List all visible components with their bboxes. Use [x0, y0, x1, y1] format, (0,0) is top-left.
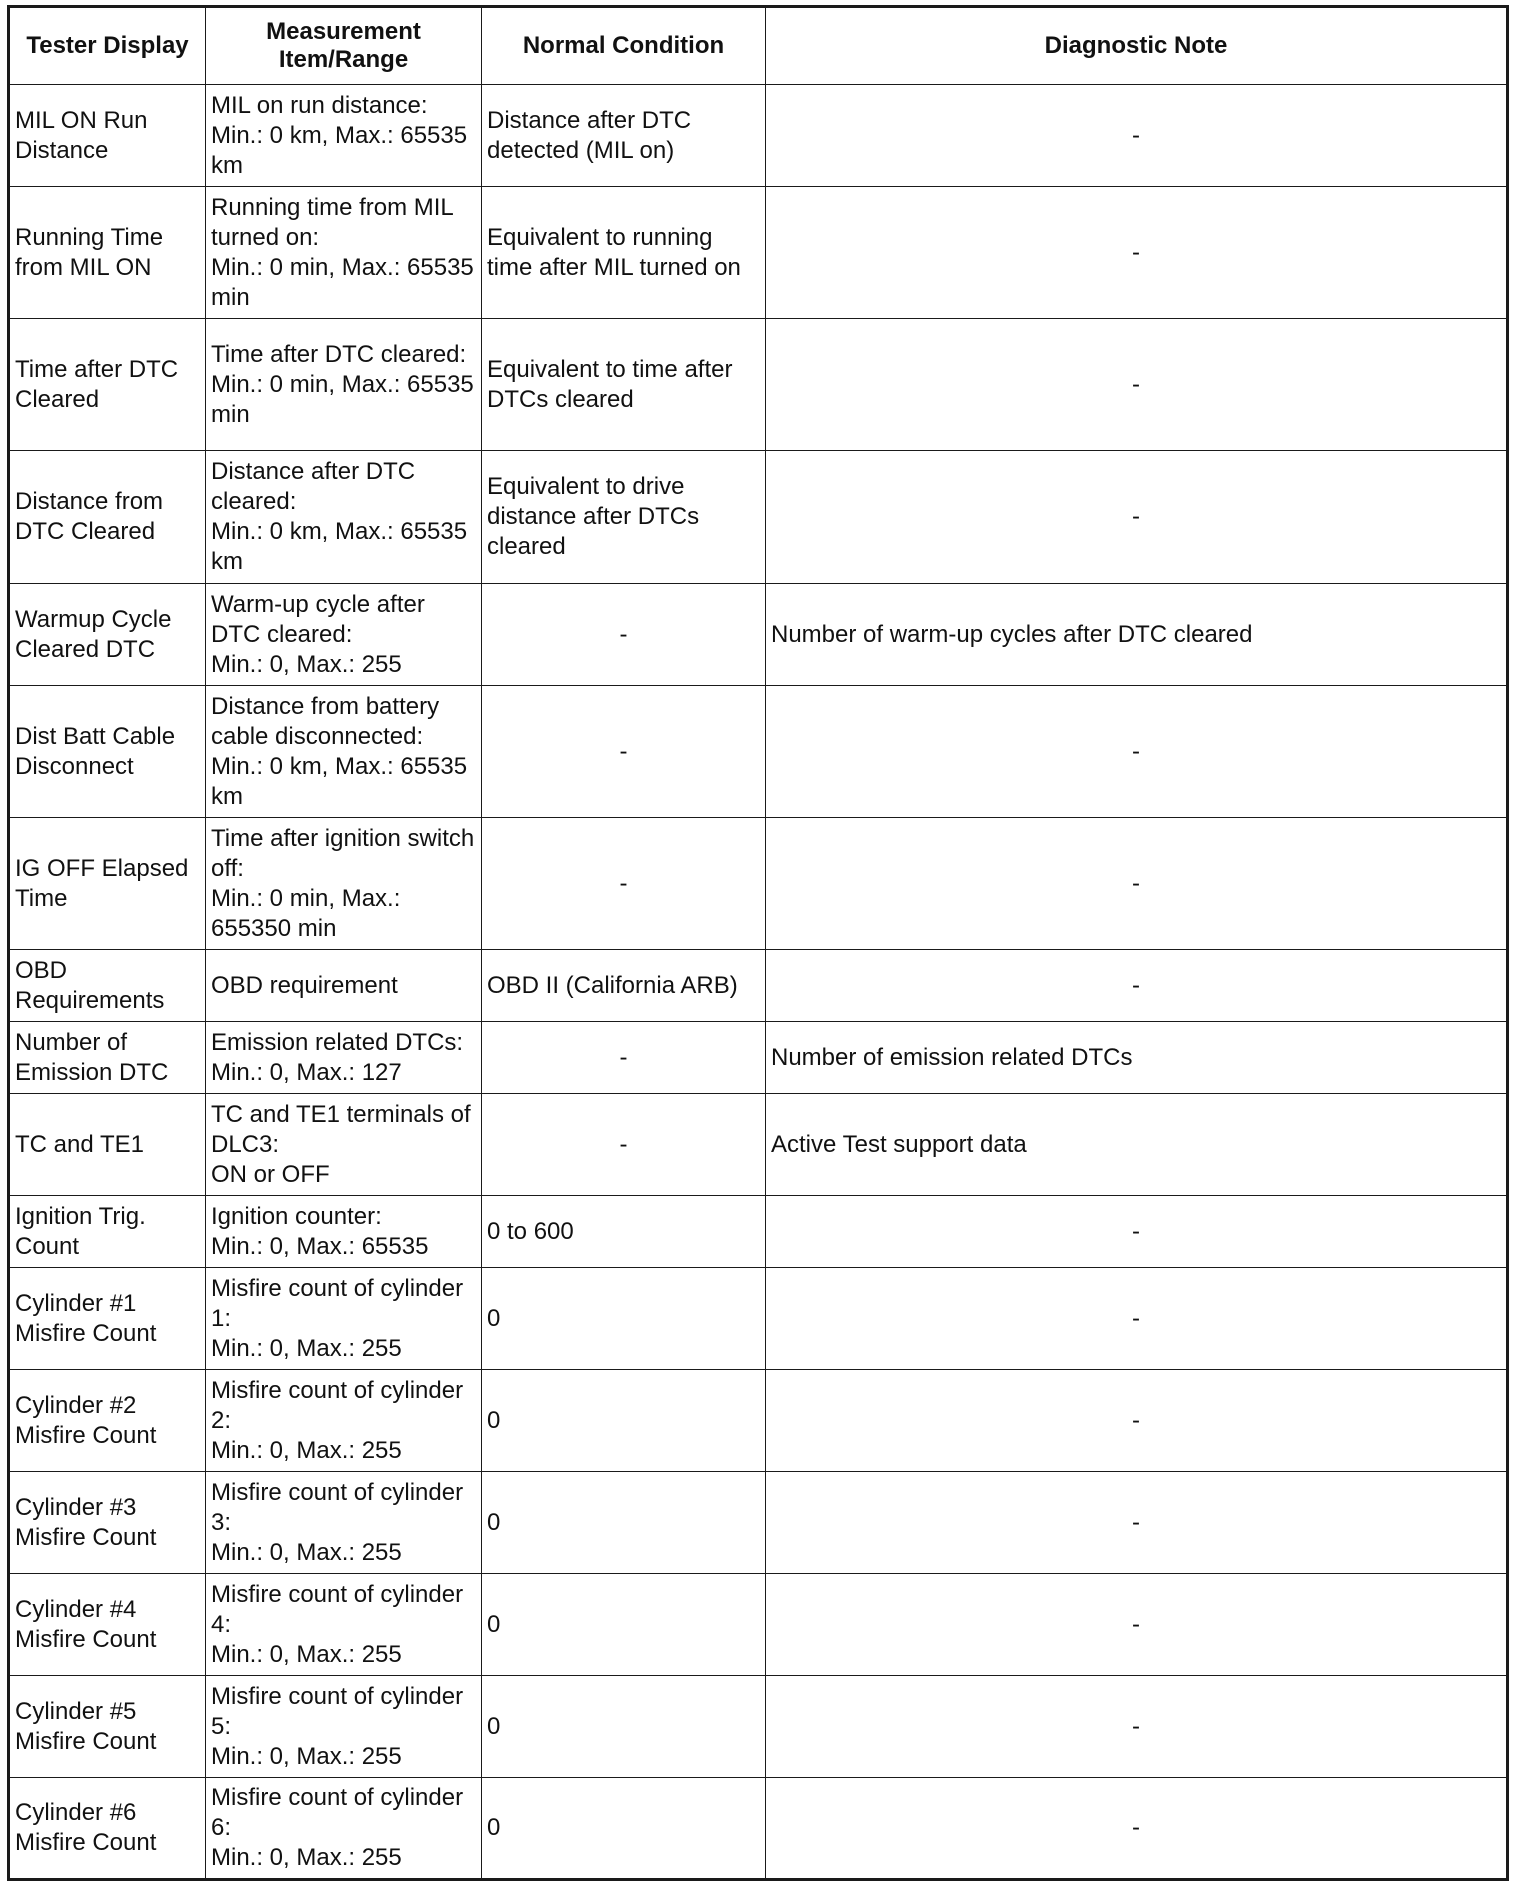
cell-tester-display: TC and TE1: [9, 1094, 206, 1196]
cell-diagnostic-note: -: [766, 1268, 1508, 1370]
cell-normal-condition: 0: [482, 1370, 766, 1472]
cell-normal-condition: -: [482, 1094, 766, 1196]
cell-measurement-range: Misfire count of cylinder 4: Min.: 0, Max.: 255: [206, 1574, 482, 1676]
cell-tester-display: Cylinder #4 Misfire Count: [9, 1574, 206, 1676]
table-row: [9, 1022, 1508, 1094]
table-row: [9, 1472, 1508, 1574]
cell-tester-display: Distance from DTC Cleared: [9, 451, 206, 584]
cell-normal-condition: 0: [482, 1676, 766, 1778]
cell-diagnostic-note: -: [766, 1370, 1508, 1472]
cell-normal-condition: -: [482, 1022, 766, 1094]
document-page: [7, 5, 1506, 1881]
cell-diagnostic-note: -: [766, 1472, 1508, 1574]
cell-tester-display: Cylinder #6 Misfire Count: [9, 1778, 206, 1880]
table-header-row: [9, 7, 1508, 85]
cell-diagnostic-note: Number of emission related DTCs: [766, 1022, 1508, 1094]
cell-measurement-range: Misfire count of cylinder 2: Min.: 0, Max.: 255: [206, 1370, 482, 1472]
cell-tester-display: IG OFF Elapsed Time: [9, 818, 206, 950]
cell-measurement-range: Ignition counter: Min.: 0, Max.: 65535: [206, 1196, 482, 1268]
cell-tester-display: Time after DTC Cleared: [9, 319, 206, 451]
cell-normal-condition: -: [482, 686, 766, 818]
cell-measurement-range: Time after DTC cleared: Min.: 0 min, Max.: 65535 min: [206, 319, 482, 451]
cell-normal-condition: Equivalent to drive distance after DTCs cleared: [482, 451, 766, 584]
cell-normal-condition: -: [482, 584, 766, 686]
cell-tester-display: OBD Requirements: [9, 950, 206, 1022]
cell-measurement-range: Running time from MIL turned on: Min.: 0 min, Max.: 65535 min: [206, 187, 482, 319]
header-measurement-item: Measurement Item/Range: [206, 7, 482, 85]
cell-measurement-range: Misfire count of cylinder 3: Min.: 0, Max.: 255: [206, 1472, 482, 1574]
table-row: [9, 1196, 1508, 1268]
cell-tester-display: Cylinder #2 Misfire Count: [9, 1370, 206, 1472]
header-normal-condition: Normal Condition: [482, 7, 766, 85]
cell-normal-condition: Equivalent to running time after MIL turned on: [482, 187, 766, 319]
table-row: [9, 950, 1508, 1022]
cell-measurement-range: Time after ignition switch off: Min.: 0 min, Max.: 655350 min: [206, 818, 482, 950]
header-diagnostic-note: Diagnostic Note: [766, 7, 1508, 85]
table-row: [9, 451, 1508, 584]
cell-measurement-range: TC and TE1 terminals of DLC3: ON or OFF: [206, 1094, 482, 1196]
table-row: [9, 1676, 1508, 1778]
table-row: [9, 1370, 1508, 1472]
table-row: [9, 1574, 1508, 1676]
cell-normal-condition: 0 to 600: [482, 1196, 766, 1268]
cell-measurement-range: MIL on run distance: Min.: 0 km, Max.: 65535 km: [206, 85, 482, 187]
cell-tester-display: Cylinder #3 Misfire Count: [9, 1472, 206, 1574]
cell-tester-display: Ignition Trig. Count: [9, 1196, 206, 1268]
table-row: [9, 319, 1508, 451]
table-row: [9, 187, 1508, 319]
table-row: [9, 818, 1508, 950]
cell-diagnostic-note: -: [766, 1778, 1508, 1880]
header-tester-display: Tester Display: [9, 7, 206, 85]
cell-tester-display: Running Time from MIL ON: [9, 187, 206, 319]
table-row: [9, 85, 1508, 187]
table-row: [9, 686, 1508, 818]
table-row: [9, 1268, 1508, 1370]
cell-diagnostic-note: -: [766, 950, 1508, 1022]
cell-diagnostic-note: -: [766, 1196, 1508, 1268]
cell-normal-condition: 0: [482, 1268, 766, 1370]
table-row: [9, 584, 1508, 686]
cell-diagnostic-note: -: [766, 85, 1508, 187]
cell-diagnostic-note: -: [766, 187, 1508, 319]
cell-measurement-range: Misfire count of cylinder 1: Min.: 0, Max.: 255: [206, 1268, 482, 1370]
cell-measurement-range: OBD requirement: [206, 950, 482, 1022]
cell-tester-display: Dist Batt Cable Disconnect: [9, 686, 206, 818]
cell-diagnostic-note: -: [766, 319, 1508, 451]
cell-tester-display: Number of Emission DTC: [9, 1022, 206, 1094]
cell-normal-condition: Equivalent to time after DTCs cleared: [482, 319, 766, 451]
cell-normal-condition: 0: [482, 1574, 766, 1676]
cell-diagnostic-note: -: [766, 1676, 1508, 1778]
cell-measurement-range: Distance from battery cable disconnected: Min.: 0 km, Max.: 65535 km: [206, 686, 482, 818]
cell-diagnostic-note: -: [766, 686, 1508, 818]
cell-measurement-range: Misfire count of cylinder 6: Min.: 0, Max.: 255: [206, 1778, 482, 1880]
cell-normal-condition: Distance after DTC detected (MIL on): [482, 85, 766, 187]
cell-measurement-range: Warm-up cycle after DTC cleared: Min.: 0, Max.: 255: [206, 584, 482, 686]
cell-normal-condition: 0: [482, 1778, 766, 1880]
cell-diagnostic-note: -: [766, 451, 1508, 584]
cell-normal-condition: -: [482, 818, 766, 950]
cell-tester-display: Warmup Cycle Cleared DTC: [9, 584, 206, 686]
table-row: [9, 1778, 1508, 1880]
cell-diagnostic-note: Number of warm-up cycles after DTC cleared: [766, 584, 1508, 686]
cell-normal-condition: OBD II (California ARB): [482, 950, 766, 1022]
cell-normal-condition: 0: [482, 1472, 766, 1574]
data-list-table: [7, 5, 1509, 1881]
table-row: [9, 1094, 1508, 1196]
cell-tester-display: Cylinder #5 Misfire Count: [9, 1676, 206, 1778]
cell-diagnostic-note: -: [766, 1574, 1508, 1676]
cell-measurement-range: Misfire count of cylinder 5: Min.: 0, Max.: 255: [206, 1676, 482, 1778]
cell-diagnostic-note: Active Test support data: [766, 1094, 1508, 1196]
cell-tester-display: Cylinder #1 Misfire Count: [9, 1268, 206, 1370]
cell-measurement-range: Emission related DTCs: Min.: 0, Max.: 127: [206, 1022, 482, 1094]
cell-diagnostic-note: -: [766, 818, 1508, 950]
cell-measurement-range: Distance after DTC cleared: Min.: 0 km, Max.: 65535 km: [206, 451, 482, 584]
cell-tester-display: MIL ON Run Distance: [9, 85, 206, 187]
